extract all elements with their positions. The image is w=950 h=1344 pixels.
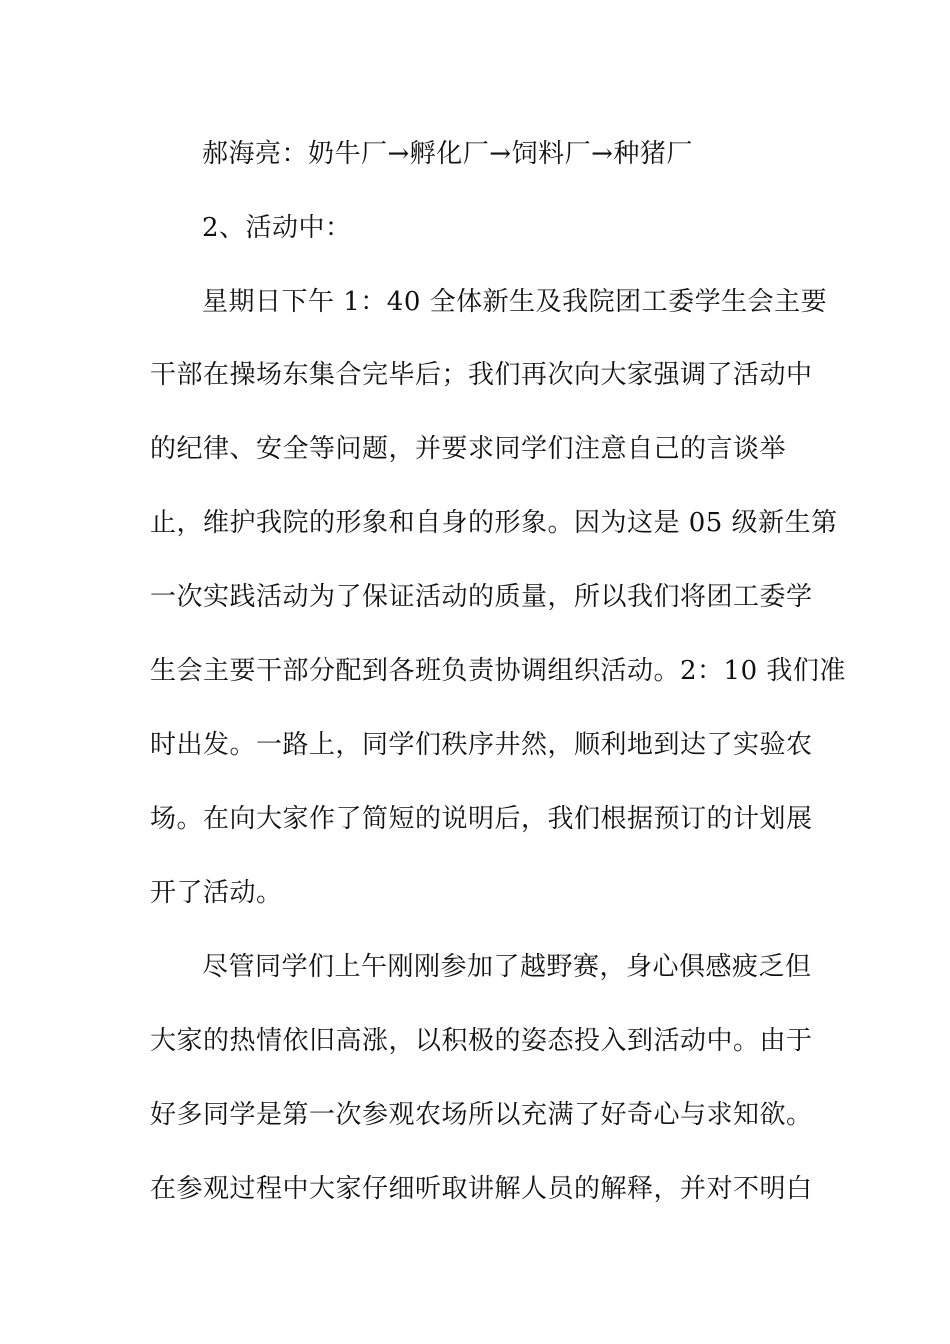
paragraph-line: 时出发。一路上，同学们秩序井然，顺利地到达了实验农 <box>150 730 813 760</box>
paragraph-line: 星期日下午 1：40 全体新生及我院团工委学生会主要 <box>202 287 828 317</box>
paragraph-line: 尽管同学们上午刚刚参加了越野赛，身心俱感疲乏但 <box>202 952 812 982</box>
paragraph-line: 好多同学是第一次参观农场所以充满了好奇心与求知欲。 <box>150 1100 813 1130</box>
paragraph-line: 干部在操场东集合完毕后；我们再次向大家强调了活动中 <box>150 360 813 390</box>
paragraph-line: 止，维护我院的形象和自身的形象。因为这是 05 级新生第 <box>150 508 838 538</box>
paragraph-line: 生会主要干部分配到各班负责协调组织活动。2：10 我们准 <box>150 656 846 686</box>
paragraph-line: 一次实践活动为了保证活动的质量，所以我们将团工委学 <box>150 582 813 612</box>
section-heading: 2、活动中： <box>202 213 352 243</box>
paragraph-line: 的纪律、安全等问题，并要求同学们注意自己的言谈举 <box>150 434 787 464</box>
paragraph-line: 在参观过程中大家仔细听取讲解人员的解释，并对不明白 <box>150 1174 813 1204</box>
paragraph-line: 开了活动。 <box>150 878 283 908</box>
paragraph-line: 大家的热情依旧高涨，以积极的姿态投入到活动中。由于 <box>150 1026 813 1056</box>
text-line-route: 郝海亮：奶牛厂→孵化厂→饲料厂→种猪厂 <box>202 139 693 169</box>
paragraph-line: 场。在向大家作了简短的说明后，我们根据预订的计划展 <box>150 804 813 834</box>
